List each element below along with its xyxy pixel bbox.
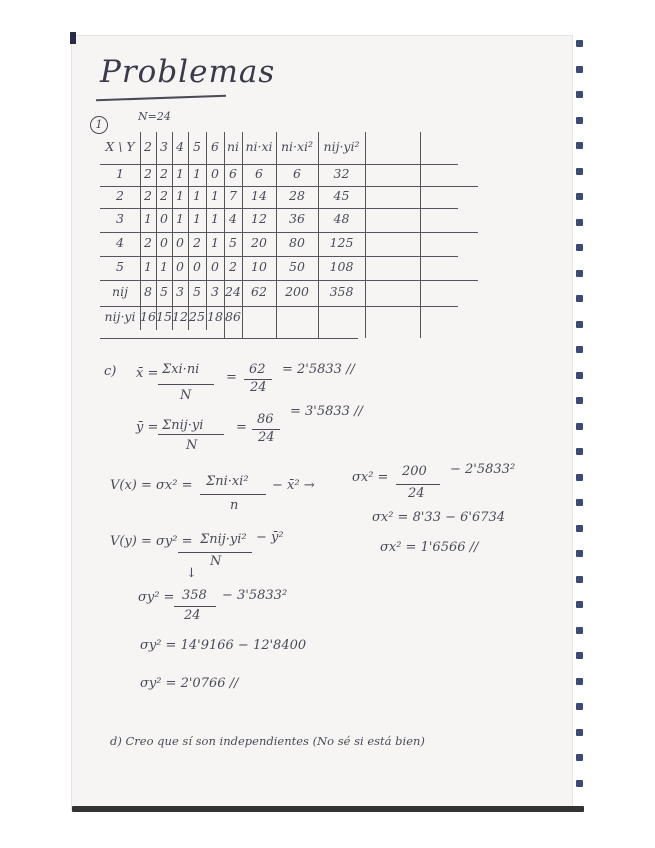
table-cell: 24 xyxy=(225,284,241,299)
table-cell: 0 xyxy=(176,235,184,250)
vy-numerator: Σnij·yi² xyxy=(200,532,247,547)
sx-line-2: σx² = 8'33 − 6'6734 xyxy=(372,510,506,525)
table-row-label: 3 xyxy=(116,211,124,226)
vx-numerator: Σni·xi² xyxy=(206,474,249,489)
table-cell: 36 xyxy=(289,211,305,226)
table-row-label: 5 xyxy=(116,259,124,274)
sy-denominator: 24 xyxy=(184,608,201,623)
spiral-hole xyxy=(576,474,583,481)
table-cell: 0 xyxy=(160,235,168,250)
sy-fraction-bar xyxy=(174,606,216,607)
table-cell: 12 xyxy=(172,309,188,324)
table-cell: 1 xyxy=(144,211,152,226)
table-cell: 0 xyxy=(211,259,219,274)
spiral-hole xyxy=(576,244,583,251)
spiral-hole xyxy=(576,40,583,47)
table-cell: 108 xyxy=(329,259,354,274)
sx-line-3: σx² = 1'6566 // xyxy=(380,540,479,555)
table-cell: 5 xyxy=(160,284,168,299)
spiral-hole xyxy=(576,168,583,175)
table-cell: 2 xyxy=(229,259,237,274)
ybar-fraction-bar xyxy=(158,434,224,435)
ybar-den-value: 24 xyxy=(258,430,275,445)
table-column-header: nij·yi² xyxy=(323,139,360,154)
table-cell: 16 xyxy=(140,309,156,324)
table-cell: 2 xyxy=(160,188,168,203)
ybar-denominator: N xyxy=(186,438,198,453)
table-cell: 1 xyxy=(176,211,184,226)
table-column-header: 3 xyxy=(160,139,168,154)
table-grid-line xyxy=(206,132,207,330)
spiral-hole xyxy=(576,754,583,761)
table-cell: 18 xyxy=(207,309,223,324)
xbar-num-value: 62 xyxy=(249,362,266,377)
table-cell: 12 xyxy=(251,211,267,226)
ybar-equals: = xyxy=(236,420,247,435)
spiral-hole xyxy=(576,601,583,608)
spiral-hole xyxy=(576,448,583,455)
table-column-header: 2 xyxy=(144,139,152,154)
table-grid-line xyxy=(156,132,157,330)
vy-lhs: V(y) = σy² = xyxy=(110,534,193,549)
table-cell: 14 xyxy=(251,188,267,203)
table-grid-line xyxy=(100,338,358,339)
xbar-result: = 2'5833 // xyxy=(282,362,355,377)
table-cell: 1 xyxy=(176,188,184,203)
sx-tail: − 2'5833² xyxy=(450,462,516,477)
table-cell: 28 xyxy=(289,188,305,203)
table-cell: 125 xyxy=(329,235,354,250)
ybar-result: = 3'5833 // xyxy=(290,404,363,419)
spiral-hole xyxy=(576,627,583,634)
table-cell: 0 xyxy=(176,259,184,274)
spiral-hole xyxy=(576,117,583,124)
table-column-header: ni·xi² xyxy=(280,139,314,154)
table-cell: 86 xyxy=(225,309,241,324)
vx-tail: − x̄² → xyxy=(272,478,315,493)
table-cell: 0 xyxy=(211,166,219,181)
table-cell: 8 xyxy=(144,284,152,299)
table-grid-line xyxy=(100,280,478,281)
vy-tail: − ȳ² xyxy=(256,530,284,545)
spiral-hole xyxy=(576,652,583,659)
table-column-header: 4 xyxy=(176,139,184,154)
table-column-header: ni·xi xyxy=(245,139,273,154)
table-cell: 0 xyxy=(193,259,201,274)
spiral-hole xyxy=(576,295,583,302)
notebook-spiral xyxy=(574,40,586,800)
sx-numerator: 200 xyxy=(402,464,427,479)
table-cell: 2 xyxy=(144,188,152,203)
table-cell: 62 xyxy=(251,284,267,299)
table-cell: 3 xyxy=(211,284,219,299)
table-grid-line xyxy=(100,306,458,307)
sample-size-label: N=24 xyxy=(138,110,171,123)
table-cell: 1 xyxy=(176,166,184,181)
page-title: Problemas xyxy=(100,54,276,90)
table-cell: 2 xyxy=(160,166,168,181)
spiral-hole xyxy=(576,703,583,710)
table-column-header: 5 xyxy=(193,139,201,154)
table-cell: 1 xyxy=(193,166,201,181)
xbar-lhs: x̄ = xyxy=(136,366,159,381)
sy-line-3: σy² = 2'0766 // xyxy=(140,676,239,691)
table-cell: 7 xyxy=(229,188,237,203)
xbar-numerator: Σxi·ni xyxy=(162,362,200,377)
xbar-den-value: 24 xyxy=(250,380,267,395)
table-cell: 0 xyxy=(160,211,168,226)
vy-fraction-bar xyxy=(178,552,252,553)
spiral-hole xyxy=(576,372,583,379)
table-cell: 4 xyxy=(229,211,237,226)
table-cell: 1 xyxy=(193,211,201,226)
table-cell: 1 xyxy=(211,188,219,203)
table-row-label: nij xyxy=(112,284,128,299)
table-cell: 45 xyxy=(333,188,350,203)
sy-tail: − 3'5833² xyxy=(222,588,288,603)
table-cell: 2 xyxy=(144,235,152,250)
spiral-hole xyxy=(576,397,583,404)
vx-denominator: n xyxy=(230,498,239,513)
table-cell: 3 xyxy=(176,284,184,299)
vx-fraction-bar xyxy=(200,494,266,495)
table-cell: 200 xyxy=(285,284,309,299)
sx-lhs: σx² = xyxy=(352,470,389,485)
part-c-label: c) xyxy=(104,364,117,379)
spiral-hole xyxy=(576,550,583,557)
spiral-hole xyxy=(576,423,583,430)
vy-denominator: N xyxy=(210,554,222,569)
spiral-hole xyxy=(576,66,583,73)
spiral-hole xyxy=(576,678,583,685)
spiral-hole xyxy=(576,193,583,200)
table-column-header: ni xyxy=(226,139,240,154)
table-row-label: 1 xyxy=(116,166,124,181)
sy-numerator: 358 xyxy=(182,588,207,603)
table-cell: 5 xyxy=(193,284,201,299)
table-grid-line xyxy=(140,132,141,330)
table-cell: 32 xyxy=(333,166,350,181)
page-corner-mark xyxy=(70,32,76,44)
table-cell: 25 xyxy=(189,309,205,324)
table-cell: 1 xyxy=(211,211,219,226)
xbar-fraction-bar xyxy=(158,384,214,385)
table-cell: 6 xyxy=(255,166,263,181)
ybar-lhs: ȳ = xyxy=(136,420,159,435)
part-d-answer: d) Creo que sí son independientes (No sé si está bien) xyxy=(110,734,425,748)
table-grid-line xyxy=(100,208,458,209)
table-cell: 10 xyxy=(251,259,267,274)
sy-line-2: σy² = 14'9166 − 12'8400 xyxy=(140,638,307,653)
down-arrow-icon: ↓ xyxy=(186,566,197,581)
table-cell: 358 xyxy=(329,284,354,299)
spiral-hole xyxy=(576,346,583,353)
vx-lhs: V(x) = σx² = xyxy=(110,478,193,493)
table-grid-line xyxy=(172,132,173,330)
spiral-hole xyxy=(576,780,583,787)
spiral-hole xyxy=(576,321,583,328)
table-corner-header: X \ Y xyxy=(105,139,135,154)
table-row-label: 4 xyxy=(116,235,124,250)
table-cell: 5 xyxy=(229,235,237,250)
xbar-equals: = xyxy=(226,370,237,385)
spiral-hole xyxy=(576,142,583,149)
ybar-numerator: Σnij·yi xyxy=(162,418,204,433)
xbar-denominator: N xyxy=(180,388,192,403)
table-cell: 1 xyxy=(144,259,152,274)
table-grid-line xyxy=(188,132,189,330)
table-cell: 20 xyxy=(251,235,267,250)
sy-lhs: σy² = xyxy=(138,590,175,605)
table-cell: 2 xyxy=(144,166,152,181)
table-cell: 1 xyxy=(193,188,201,203)
spiral-hole xyxy=(576,219,583,226)
problem-number: 1 xyxy=(90,116,108,134)
sx-denominator: 24 xyxy=(408,486,425,501)
spiral-hole xyxy=(576,91,583,98)
table-cell: 6 xyxy=(293,166,301,181)
table-cell: 48 xyxy=(333,211,350,226)
table-row-label: 2 xyxy=(116,188,124,203)
table-column-header: 6 xyxy=(211,139,219,154)
page-bottom-edge xyxy=(72,806,584,812)
sx-fraction-bar xyxy=(396,484,440,485)
table-grid-line xyxy=(100,232,478,233)
spiral-hole xyxy=(576,729,583,736)
table-cell: 1 xyxy=(211,235,219,250)
table-cell: 15 xyxy=(156,309,172,324)
spiral-hole xyxy=(576,576,583,583)
table-cell: 6 xyxy=(229,166,237,181)
table-cell: 1 xyxy=(160,259,168,274)
table-grid-line xyxy=(100,256,458,257)
table-cell: 2 xyxy=(193,235,201,250)
spiral-hole xyxy=(576,270,583,277)
table-row-label: nij·yi xyxy=(104,309,136,324)
ybar-num-value: 86 xyxy=(257,412,274,427)
spiral-hole xyxy=(576,499,583,506)
spiral-hole xyxy=(576,525,583,532)
table-cell: 50 xyxy=(289,259,305,274)
table-cell: 80 xyxy=(289,235,305,250)
